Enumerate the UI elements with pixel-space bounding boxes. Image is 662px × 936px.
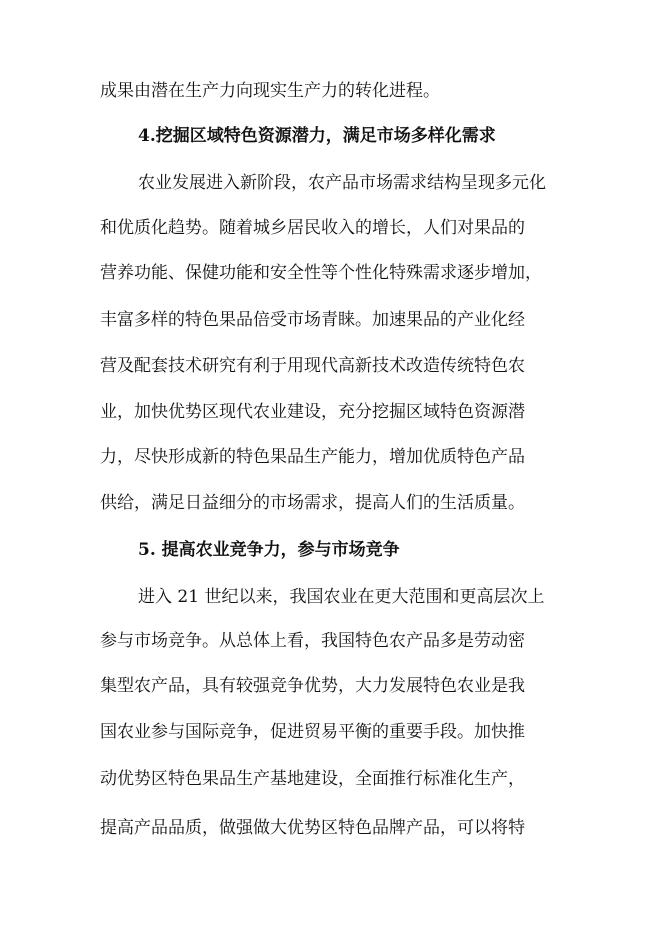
section-5-heading: 5. 提高农业竞争力，参与市场竞争	[138, 540, 400, 560]
paragraph-line: 力，尽快形成新的特色果品生产能力，增加优质特色产品	[100, 447, 525, 467]
paragraph-line: 营养功能、保健功能和安全性等个性化特殊需求逐步增加，	[100, 263, 542, 283]
paragraph-line: 农业发展进入新阶段，农产品市场需求结构呈现多元化	[138, 173, 546, 193]
paragraph-line: 国农业参与国际竞争，促进贸易平衡的重要手段。加快推	[100, 722, 525, 742]
paragraph-line: 成果由潜在生产力向现实生产力的转化进程。	[100, 81, 440, 101]
paragraph-line: 供给，满足日益细分的市场需求，提高人们的生活质量。	[100, 493, 525, 513]
paragraph-line: 和优质化趋势。随着城乡居民收入的增长，人们对果品的	[100, 218, 525, 238]
paragraph-line: 业，加快优势区现代农业建设，充分挖掘区域特色资源潜	[100, 402, 525, 422]
section-4-heading: 4.挖掘区域特色资源潜力，满足市场多样化需求	[138, 126, 496, 146]
paragraph-line: 进入 21 世纪以来，我国农业在更大范围和更高层次上	[138, 587, 545, 607]
paragraph-line: 集型农产品，具有较强竞争优势，大力发展特色农业是我	[100, 676, 525, 696]
paragraph-line: 丰富多样的特色果品倍受市场青睐。加速果品的产业化经	[100, 310, 525, 330]
paragraph-line: 提高产品品质，做强做大优势区特色品牌产品，可以将特	[100, 818, 525, 838]
paragraph-line: 动优势区特色果品生产基地建设，全面推行标准化生产，	[100, 769, 525, 789]
paragraph-line: 参与市场竞争。从总体上看，我国特色农产品多是劳动密	[100, 631, 525, 651]
paragraph-line: 营及配套技术研究有利于用现代高新技术改造传统特色农	[100, 356, 525, 376]
